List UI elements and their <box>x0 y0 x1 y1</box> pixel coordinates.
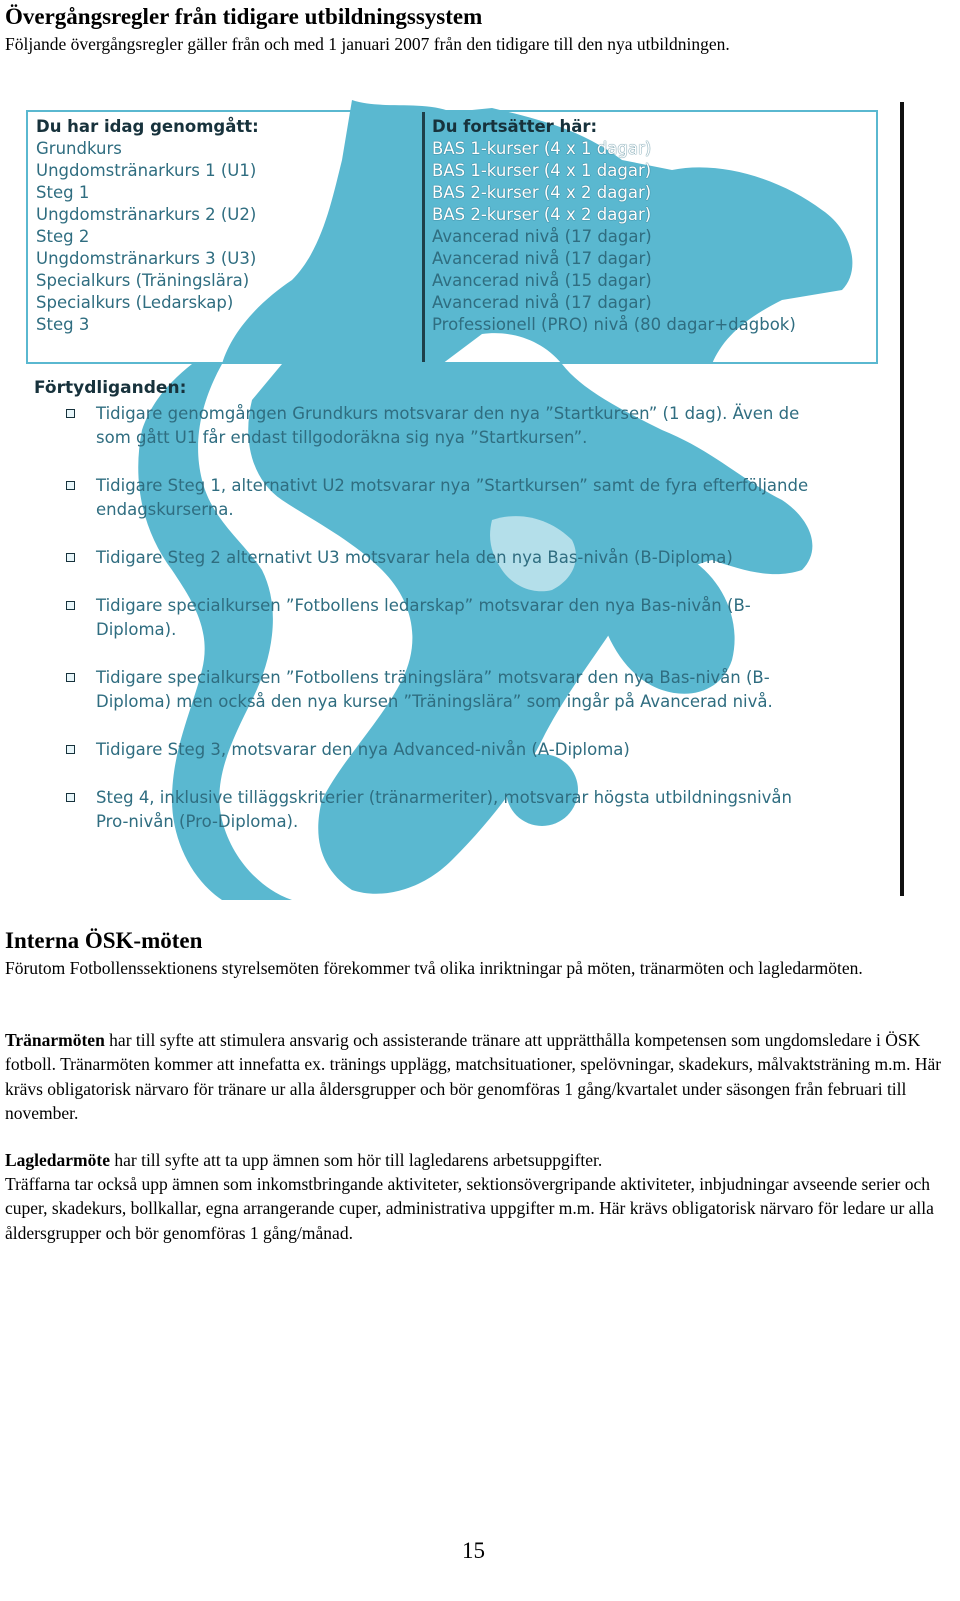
clarification-item <box>66 402 826 450</box>
new-course-item: Avancerad nivå (17 dagar) <box>432 249 652 268</box>
section-title-internal-meetings: Interna ÖSK-möten <box>5 928 203 953</box>
square-bullet-icon <box>66 745 75 754</box>
clarification-text: Steg 4, inklusive tilläggskriterier (tränarmeriter), motsvarar högsta utbildningsnivån Pro-nivån (Pro-Diploma). <box>96 788 793 831</box>
clarification-item <box>66 594 826 642</box>
clarification-item <box>66 546 826 570</box>
team-leader-meeting-text: har till syfte att ta upp ämnen som hör till lagledarens arbetsuppgifter. <box>109 1150 603 1170</box>
new-course-item: BAS 1-kurser (4 x 1 dagar) <box>432 161 652 180</box>
previous-course-item: Ungdomstränarkurs 2 (U2) <box>36 205 257 224</box>
previous-course-item: Steg 3 <box>36 315 90 334</box>
table-column-divider <box>422 112 425 362</box>
course-mapping-table <box>26 110 878 364</box>
new-course-item: Avancerad nivå (17 dagar) <box>432 227 652 246</box>
internal-meetings-intro: Förutom Fotbollenssektionens styrelsemöten förekommer två olika inriktningar på möten, tränarmöten och lagledarmöten. <box>5 958 863 978</box>
clarification-text: Tidigare Steg 3, motsvarar den nya Advanced-nivån (A-Diploma) <box>96 740 630 759</box>
clarification-item <box>66 474 826 522</box>
previous-course-item: Grundkurs <box>36 139 122 158</box>
new-course-item: Professionell (PRO) nivå (80 dagar+dagbok) <box>432 315 796 334</box>
coach-meetings-paragraph <box>5 1028 955 1125</box>
continue-here-header: Du fortsätter här: <box>432 117 598 136</box>
square-bullet-icon <box>66 481 75 490</box>
square-bullet-icon <box>66 793 75 802</box>
square-bullet-icon <box>66 673 75 682</box>
transition-rules-figure <box>22 100 904 900</box>
clarification-text: Tidigare Steg 1, alternativt U2 motsvarar nya ”Startkursen” samt de fyra efterföljande endagskurserna. <box>96 476 809 519</box>
clarification-text: Tidigare genomgången Grundkurs motsvarar den nya ”Startkursen” (1 dag). Även de som gått U1 får endast tillgodoräkna sig nya ”Startkursen”. <box>96 404 800 447</box>
new-course-item: BAS 2-kurser (4 x 2 dagar) <box>432 183 652 202</box>
previous-course-item: Steg 1 <box>36 183 90 202</box>
new-course-item: BAS 2-kurser (4 x 2 dagar) <box>432 205 652 224</box>
team-leader-meeting-term: Lagledarmöte <box>5 1150 110 1170</box>
page-number: 15 <box>462 1538 485 1563</box>
previous-courses-header: Du har idag genomgått: <box>36 117 259 136</box>
figure-right-border <box>900 102 904 896</box>
coach-meetings-term: Tränarmöten <box>5 1030 105 1050</box>
new-course-item: Avancerad nivå (17 dagar) <box>432 293 652 312</box>
previous-course-item: Ungdomstränarkurs 1 (U1) <box>36 161 257 180</box>
transition-rules-intro: Följande övergångsregler gäller från och med 1 januari 2007 från den tidigare till den nya utbildningen. <box>5 34 730 54</box>
previous-course-item: Steg 2 <box>36 227 90 246</box>
section-title-transition-rules: Övergångsregler från tidigare utbildningssystem <box>5 4 483 29</box>
square-bullet-icon <box>66 409 75 418</box>
previous-courses-column <box>36 116 416 336</box>
clarification-text: Tidigare specialkursen ”Fotbollens träningslära” motsvarar den nya Bas-nivån (B-Diploma) men också den nya kursen ”Träningslära” som ingår på Avancerad nivå. <box>96 668 773 711</box>
previous-course-item: Specialkurs (Ledarskap) <box>36 293 234 312</box>
previous-course-item: Specialkurs (Träningslära) <box>36 271 250 290</box>
clarification-item <box>66 666 826 714</box>
new-course-item: BAS 1-kurser (4 x 1 dagar) <box>432 139 652 158</box>
coach-meetings-text: har till syfte att stimulera ansvarig och assisterande tränare att upprätthålla kompetensen som ungdomsledare i ÖSK fotboll. Tränarmöten kommer att innefatta ex. tränings upplägg, matchsituationer, spelövningar, skadekurs, målvaktsträning m.m. Här krävs obligatorisk närvaro för tränare ur alla åldersgrupper och bör genomföras 1 gång/kvartalet under säsongen från februari till november. <box>5 1030 942 1123</box>
clarification-text: Tidigare specialkursen ”Fotbollens ledarskap” motsvarar den nya Bas-nivån (B-Diploma). <box>96 596 751 639</box>
clarification-item <box>66 786 826 834</box>
clarifications-header: Förtydliganden: <box>34 378 187 398</box>
clarification-item <box>66 738 826 762</box>
meetings-topics-paragraph: Träffarna tar också upp ämnen som inkomstbringande aktiviteter, sektionsövergripande aktiviteter, inbjudningar avseende serier och cuper, skadekurs, bollkallar, egna arrangerande cuper, administrativa uppgifter m.m. Här krävs obligatorisk närvaro för ledare ur alla åldersgrupper och bör genomföras 1 gång/månad. <box>5 1174 934 1243</box>
clarification-text: Tidigare Steg 2 alternativt U3 motsvarar hela den nya Bas-nivån (B-Diploma) <box>96 548 733 567</box>
square-bullet-icon <box>66 553 75 562</box>
new-course-item: Avancerad nivå (15 dagar) <box>432 271 652 290</box>
continue-here-column <box>432 116 872 336</box>
clarifications-list <box>66 402 826 858</box>
team-leader-meeting-paragraph <box>5 1148 955 1172</box>
previous-course-item: Ungdomstränarkurs 3 (U3) <box>36 249 257 268</box>
square-bullet-icon <box>66 601 75 610</box>
